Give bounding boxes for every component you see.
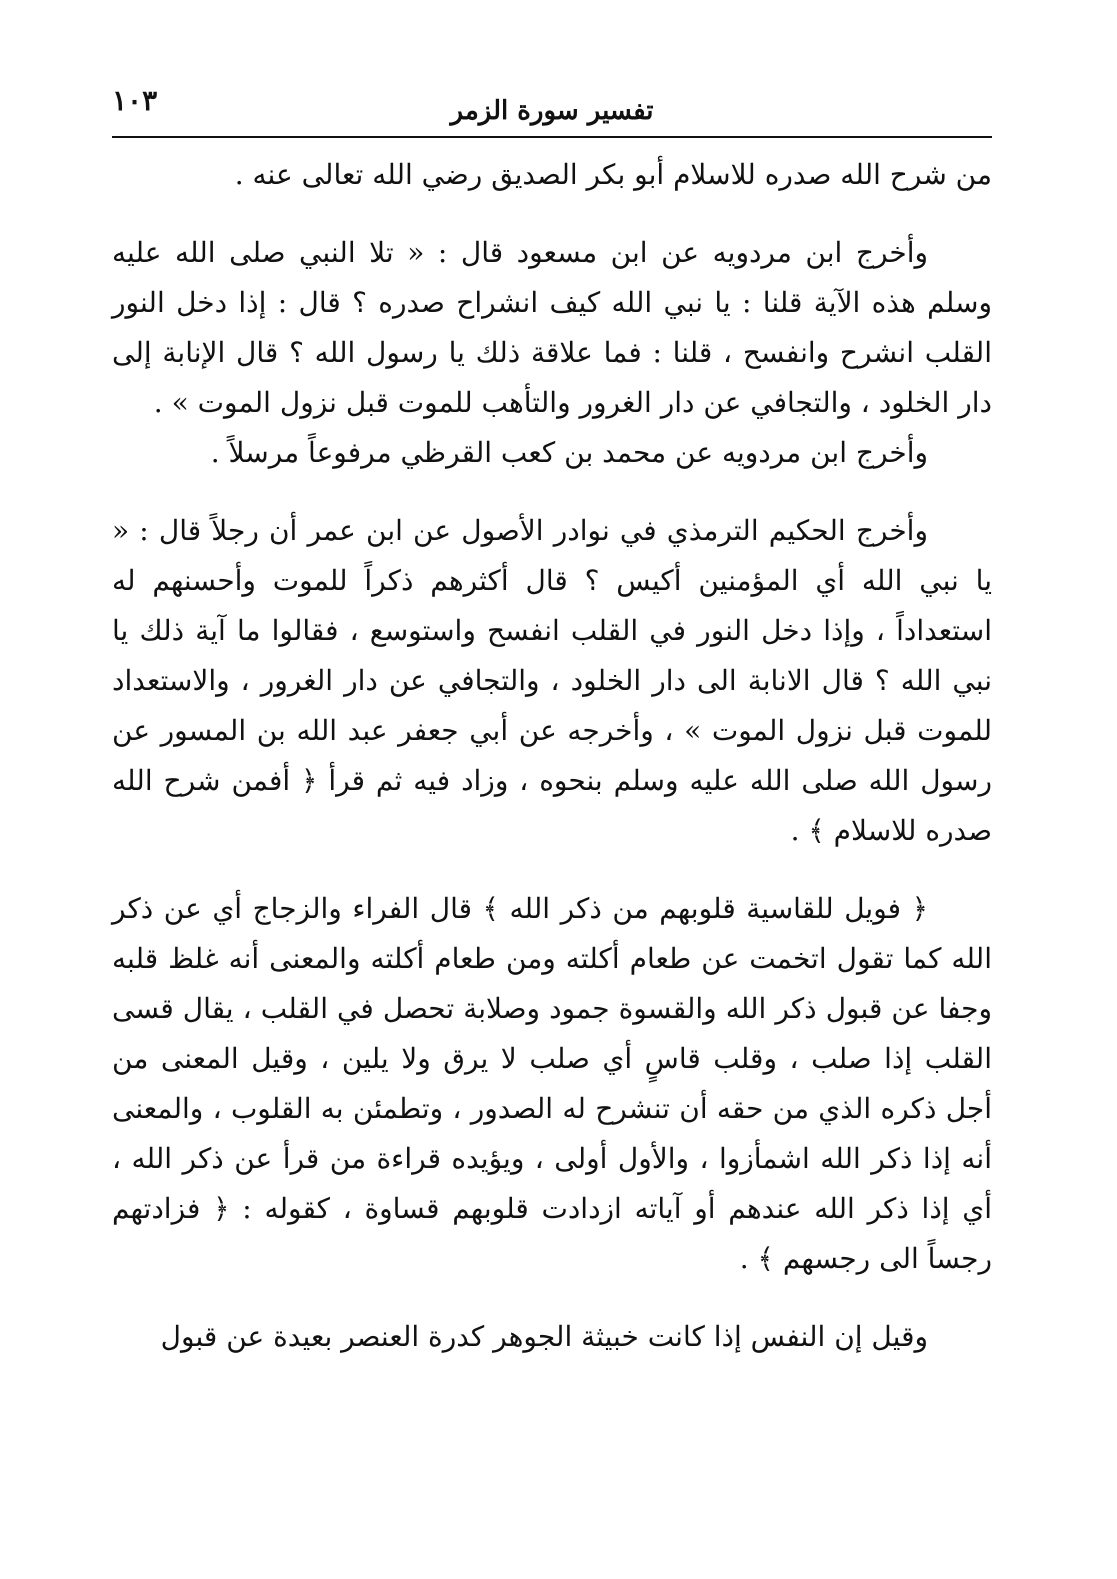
paragraph: من شرح الله صدره للاسلام أبو بكر الصديق رضي الله تعالى عنه .: [234, 158, 992, 191]
paragraph: وأخرج ابن مردويه عن محمد بن كعب القرظي مرفوعاً مرسلاً .: [210, 436, 928, 469]
paragraph: وأخرج ابن مردويه عن ابن مسعود قال : « تلا النبي صلى الله عليه وسلم هذه الآية قلنا : يا نبي الله كيف انشراح صدره ؟ قال : إذا دخل النور القلب انشرح وانفسح ، قلنا : فما علاقة ذلك يا رسول الله ؟ قال الإنابة إلى دار الخلود ، والتجافي عن دار الغرور والتأهب للموت قبل نزول الموت » .: [112, 236, 992, 419]
page-header: [112, 80, 992, 138]
page-body: [112, 150, 992, 1362]
page-number: ١٠٣: [112, 84, 158, 117]
running-title: تفسير سورة الزمر: [450, 96, 654, 126]
paragraph: ﴿ فويل للقاسية قلوبهم من ذكر الله ﴾ قال الفراء والزجاج أي عن ذكر الله كما تقول اتخمت عن طعام أكلته ومن طعام أكلته والمعنى أنه غلظ قلبه وجفا عن قبول ذكر الله والقسوة جمود وصلابة تحصل في القلب ، يقال قسى القلب إذا صلب ، وقلب قاسٍ أي صلب لا يرق ولا يلين ، وقيل المعنى من أجل ذكره الذي من حقه أن تنشرح له الصدور ، وتطمئن به القلوب ، والمعنى أنه إذا ذكر الله اشمأزوا ، والأول أولى ، ويؤيده قراءة من قرأ عن ذكر الله ، أي إذا ذكر الله عندهم أو آياته ازدادت قلوبهم قساوة ، كقوله : ﴿ فزادتهم رجساً الى رجسهم ﴾ .: [112, 892, 992, 1275]
paragraph: وأخرج الحكيم الترمذي في نوادر الأصول عن ابن عمر أن رجلاً قال : « يا نبي الله أي المؤمنين أكيس ؟ قال أكثرهم ذكراً للموت وأحسنهم له استعداداً ، وإذا دخل النور في القلب انفسح واستوسع ، فقالوا ما آية ذلك يا نبي الله ؟ قال الانابة الى دار الخلود ، والتجافي عن دار الغرور ، والاستعداد للموت قبل نزول الموت » ، وأخرجه عن أبي جعفر عبد الله بن المسور عن رسول الله صلى الله عليه وسلم بنحوه ، وزاد فيه ثم قرأ ﴿ أفمن شرح الله صدره للاسلام ﴾ .: [112, 514, 992, 847]
paragraph: وقيل إن النفس إذا كانت خبيثة الجوهر كدرة العنصر بعيدة عن قبول: [160, 1320, 928, 1353]
